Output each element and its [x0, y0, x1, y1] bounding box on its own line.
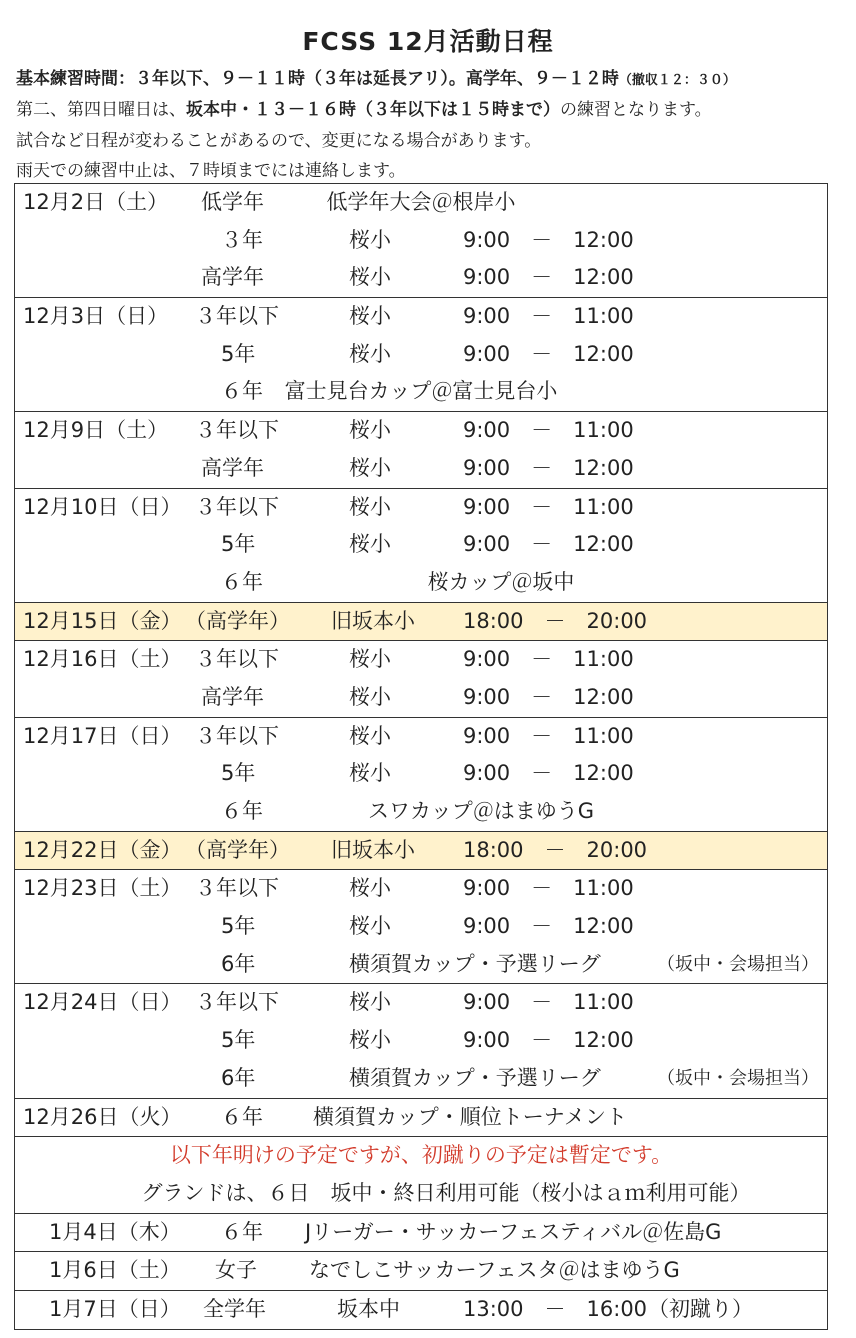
grade-cell: ６年 [221, 799, 263, 823]
place-cell: 桜小 [349, 990, 391, 1015]
date-cell: 12月9日（土） [23, 418, 169, 443]
schedule-row [15, 1291, 827, 1329]
time-cell: 9:00 － 11:00 [463, 990, 634, 1015]
time-cell: 9:00 － 11:00 [463, 723, 634, 748]
place-cell: 桜小 [349, 341, 391, 366]
place-cell: 旧坂本小 [331, 837, 415, 862]
time-cell: 9:00 － 12:00 [463, 761, 634, 786]
basic-practice-note [16, 64, 736, 89]
time-cell: 9:00 － 11:00 [463, 418, 634, 443]
time-cell: 9:00 － 11:00 [463, 876, 634, 901]
grade-cell: ３年以下 [195, 494, 279, 519]
grade-cell: 低学年 [201, 190, 264, 214]
time-cell: 9:00 － 12:00 [463, 265, 634, 290]
schedule-change-note: 試合など日程が変わることがあるので、変更になる場合があります。 [16, 131, 542, 151]
event-cell: 横須賀カップ・予選リーグ [349, 951, 601, 976]
grade-cell: 全学年 [203, 1296, 266, 1321]
schedule-row [15, 755, 827, 793]
schedule-row [15, 1060, 827, 1098]
schedule-block-dec2 [14, 183, 828, 297]
grade-cell: ６年 [221, 1219, 263, 1244]
date-cell: 12月10日（日） [23, 494, 182, 519]
ground-availability-notice: グランドは、６日 坂中・終日利用可能（桜小はａｍ利用可能） [141, 1180, 751, 1205]
schedule-block-jan4 [14, 1213, 828, 1252]
schedule-block-jan7 [14, 1290, 828, 1330]
grade-cell: ３年以下 [195, 304, 279, 329]
event-cell: なでしこサッカーフェスタ＠はまゆうG [309, 1258, 680, 1283]
schedule-row [15, 526, 827, 564]
schedule-block-dec9 [14, 411, 828, 487]
grade-cell: ３年以下 [195, 418, 279, 443]
schedule-row [15, 984, 827, 1022]
schedule-block-dec15 [14, 602, 828, 641]
schedule-row [15, 1214, 827, 1252]
schedule-row [15, 718, 827, 756]
date-cell: 12月17日（日） [23, 723, 182, 748]
place-cell: 桜小 [349, 1028, 391, 1053]
place-cell: 桜小 [349, 494, 391, 519]
date-cell: 12月15日（金） [23, 608, 182, 633]
grade-cell: （高学年） [185, 837, 290, 862]
place-cell: 桜小 [349, 418, 391, 443]
date-cell: 12月24日（日） [23, 990, 182, 1015]
schedule-row [15, 679, 827, 717]
schedule-row [15, 298, 827, 336]
time-cell: 9:00 － 12:00 [463, 532, 634, 557]
place-cell: 坂本中 [337, 1296, 400, 1321]
date-cell: 1月4日（木） [49, 1219, 181, 1244]
place-cell: 桜小 [349, 647, 391, 672]
date-cell: 1月6日（土） [49, 1258, 181, 1283]
schedule-block-dec17 [14, 717, 828, 831]
place-cell: 桜小 [349, 532, 391, 557]
time-cell: 18:00 － 20:00 [463, 837, 648, 862]
date-cell: 12月2日（土） [23, 190, 169, 214]
place-cell: 旧坂本小 [331, 608, 415, 633]
place-cell: 桜小 [349, 227, 391, 252]
sunday-note-bold: 坂本中・１３－１６時（３年以下は１５時まで） [186, 100, 560, 120]
schedule-row [15, 908, 827, 946]
date-cell: 12月22日（金） [23, 837, 182, 862]
schedule-row [15, 373, 827, 411]
time-cell: 18:00 － 20:00 [463, 608, 648, 633]
schedule-row [15, 832, 827, 870]
cleanup-time-text: （撤収１２：３０） [618, 73, 736, 88]
schedule-row [15, 412, 827, 450]
grade-cell: ６年 [221, 1104, 263, 1129]
schedule-block-dec10 [14, 488, 828, 602]
event-cell: スワカップ＠はまゆうG [367, 799, 595, 823]
time-cell: 9:00 － 11:00 [463, 304, 634, 329]
grade-cell: 5年 [221, 341, 256, 366]
sunday-practice-note [16, 95, 712, 120]
time-cell: 9:00 － 12:00 [463, 455, 634, 480]
sunday-note-suffix: の練習となります。 [560, 100, 712, 120]
place-cell: 桜小 [349, 304, 391, 329]
schedule-row [15, 489, 827, 527]
schedule-row [15, 1022, 827, 1060]
event-cell: 桜カップ＠坂中 [427, 569, 575, 594]
time-cell: 9:00 － 12:00 [463, 684, 634, 709]
note-cell: （坂中・会場担当） [657, 1067, 819, 1089]
grade-cell: 高学年 [201, 684, 264, 709]
schedule-table [14, 183, 828, 1330]
time-cell: 9:00 － 11:00 [463, 494, 634, 519]
basic-practice-text: 基本練習時間：３年以下、９－１１時（３年は延長アリ）。高学年、９－１２時 [16, 69, 619, 89]
place-cell: 桜小 [349, 761, 391, 786]
event-cell: 低学年大会＠根岸小 [326, 190, 516, 214]
event-cell: 横須賀カップ・予選リーグ [349, 1065, 601, 1090]
date-cell: 12月16日（土） [23, 647, 182, 672]
schedule-block-dec22 [14, 831, 828, 870]
schedule-block-dec3 [14, 297, 828, 411]
schedule-row [15, 336, 827, 374]
grade-cell: 高学年 [201, 455, 264, 480]
page-title: FCSS 12月活動日程 [302, 27, 554, 56]
note-cell: （坂中・会場担当） [657, 953, 819, 975]
schedule-row [15, 1099, 827, 1137]
time-cell: 9:00 － 12:00 [463, 341, 634, 366]
note-cell: （初蹴り） [648, 1296, 753, 1321]
place-cell: 桜小 [349, 265, 391, 290]
grade-cell: 女子 [215, 1258, 257, 1283]
schedule-row [15, 184, 827, 222]
schedule-block-dec24 [14, 983, 828, 1097]
schedule-row [15, 222, 827, 260]
grade-cell: ６年 [221, 379, 263, 404]
schedule-row [15, 603, 827, 641]
schedule-row [15, 1252, 827, 1290]
schedule-block-dec26 [14, 1098, 828, 1137]
provisional-notice: 以下年明けの予定ですが、初蹴りの予定は暫定です。 [169, 1143, 673, 1168]
event-cell: Jリーガー・サッカーフェスティバル＠佐島G [305, 1219, 722, 1244]
place-cell: 桜小 [349, 723, 391, 748]
schedule-row [15, 259, 827, 297]
rain-cancel-note: 雨天での練習中止は、７時頃までには連絡します。 [16, 161, 406, 181]
schedule-block-jan6 [14, 1251, 828, 1290]
grade-cell: 5年 [221, 1028, 256, 1053]
grade-cell: （高学年） [185, 608, 290, 633]
schedule-row [15, 870, 827, 908]
schedule-block-dec16 [14, 640, 828, 716]
schedule-row [15, 793, 827, 831]
grade-cell: ３年以下 [195, 990, 279, 1015]
grade-cell: ３年以下 [195, 723, 279, 748]
grade-cell: 5年 [221, 761, 256, 786]
grade-cell: 高学年 [201, 265, 264, 290]
place-cell: 桜小 [349, 876, 391, 901]
grade-cell: ３年 [221, 227, 263, 252]
new-year-notice [14, 1136, 828, 1212]
grade-cell: ６年 [221, 569, 263, 594]
place-cell: 桜小 [349, 914, 391, 939]
date-cell: 12月23日（土） [23, 876, 182, 901]
date-cell: 12月3日（日） [23, 304, 169, 329]
grade-cell: 5年 [221, 914, 256, 939]
place-cell: 桜小 [349, 455, 391, 480]
time-cell: 9:00 － 11:00 [463, 647, 634, 672]
date-cell: 12月26日（火） [23, 1104, 182, 1129]
schedule-row [15, 641, 827, 679]
schedule-row [15, 564, 827, 602]
schedule-block-dec23 [14, 869, 828, 983]
event-cell: 横須賀カップ・順位トーナメント [313, 1104, 627, 1129]
place-cell: 桜小 [349, 684, 391, 709]
grade-cell: 6年 [221, 951, 256, 976]
schedule-row [15, 946, 827, 984]
schedule-row [15, 450, 827, 488]
grade-cell: 6年 [221, 1065, 256, 1090]
time-cell: 9:00 － 12:00 [463, 1028, 634, 1053]
sunday-note-prefix: 第二、第四日曜日は、 [16, 100, 186, 120]
time-cell: 9:00 － 12:00 [463, 227, 634, 252]
time-cell: 13:00 － 16:00 [463, 1296, 648, 1321]
date-cell: 1月7日（日） [49, 1296, 181, 1321]
grade-cell: ３年以下 [195, 647, 279, 672]
event-cell: 富士見台カップ＠富士見台小 [284, 379, 558, 404]
time-cell: 9:00 － 12:00 [463, 914, 634, 939]
grade-cell: 5年 [221, 532, 256, 557]
grade-cell: ３年以下 [195, 876, 279, 901]
